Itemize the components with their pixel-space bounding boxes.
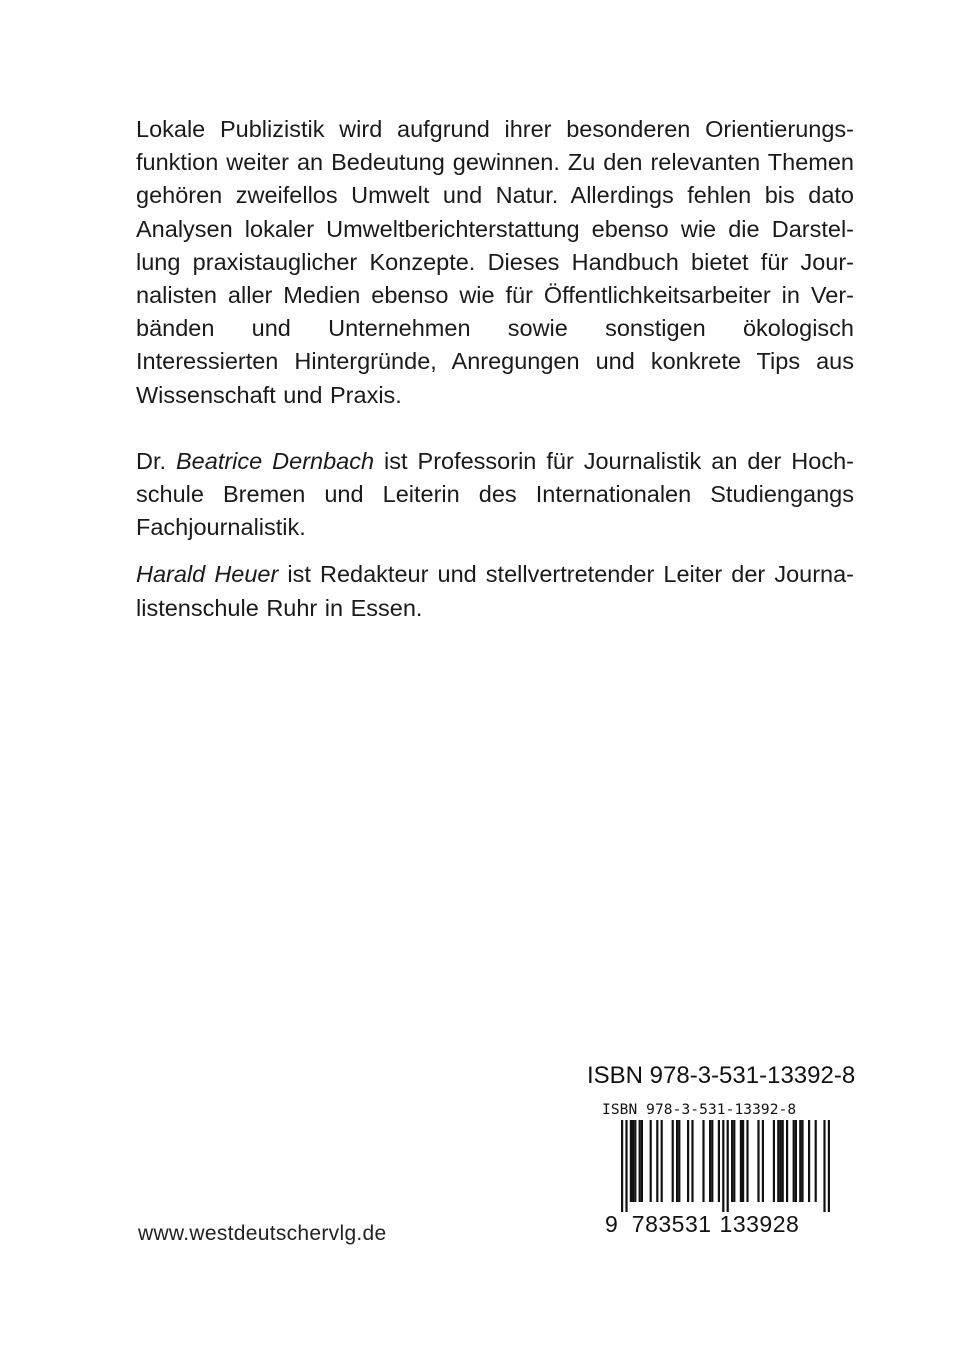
barcode-bar <box>650 1120 652 1202</box>
isbn-barcode <box>597 1102 857 1242</box>
barcode-bar <box>740 1120 742 1202</box>
barcode-bar <box>746 1120 748 1202</box>
barcode-bar <box>634 1120 636 1202</box>
barcode-right-digits: 133928 <box>719 1211 800 1237</box>
barcode-bar <box>786 1120 788 1202</box>
publisher-website: www.westdeutschervlg.de <box>138 1222 387 1245</box>
barcode-bar <box>702 1120 704 1202</box>
barcode-bar <box>641 1120 643 1202</box>
barcode-bar <box>630 1120 632 1202</box>
author-bio-dernbach <box>136 445 854 545</box>
author-bio-text: ist Redakteur und stellvertretender Leiter der Journalistenschule Ruhr in Essen. <box>136 561 854 621</box>
barcode-bars <box>597 1120 837 1220</box>
barcode-guard-bar <box>823 1120 825 1212</box>
author-name-dernbach: Beatrice Dernbach <box>176 447 375 474</box>
barcode-guard-bar <box>625 1120 627 1212</box>
barcode-guard-bar <box>621 1120 623 1212</box>
barcode-bar <box>793 1120 795 1202</box>
barcode-bar <box>678 1120 680 1202</box>
barcode-bar <box>656 1120 658 1202</box>
barcode-left-digits: 783531 <box>631 1211 712 1237</box>
barcode-lead-digit: 9 <box>605 1211 618 1237</box>
barcode-bar <box>639 1120 641 1202</box>
barcode-bar <box>672 1120 674 1202</box>
barcode-isbn-text: ISBN 978-3-531-13392-8 <box>602 1102 797 1118</box>
barcode-bar <box>676 1120 678 1202</box>
author-bio-heuer <box>136 558 854 624</box>
barcode-bar <box>757 1120 759 1202</box>
barcode-bar <box>632 1120 634 1202</box>
author-name-heuer: Harald Heuer <box>136 561 279 588</box>
barcode-bar <box>733 1120 735 1202</box>
barcode-bar <box>709 1120 711 1202</box>
barcode-bar <box>742 1120 744 1202</box>
book-description: Lokale Publizistik wird aufgrund ihrer besonderen Orientierungsfunktion weiter an Bedeutung gewinnen. Zu den relevanten Themen gehören zweifellos Umwelt und Natur. Allerdings fehlen bis dato Analysen lokaler Umweltberichterstattung ebenso wie die Darstellung praxistauglicher Konzepte. Dieses Handbuch bietet für Journalisten aller Medien ebenso wie für Öffentlichkeitsarbeiter in Verbänden und Unternehmen sowie sonstigen ökologisch Interessierten Hintergründe, Anregungen und konkrete Tips aus Wissenschaft und Praxis. <box>136 116 854 408</box>
barcode-bar <box>762 1120 764 1202</box>
barcode-bar <box>808 1120 810 1202</box>
barcode-bar <box>718 1120 720 1202</box>
barcode-bar <box>691 1120 693 1202</box>
barcode-bar <box>711 1120 713 1202</box>
barcode-bar <box>777 1120 779 1202</box>
barcode-bar <box>795 1120 797 1202</box>
barcode-bar <box>815 1120 817 1202</box>
barcode-bar <box>687 1120 689 1202</box>
barcode-guard-bar <box>722 1120 724 1212</box>
author-title: Dr. <box>136 447 176 474</box>
barcode-bar <box>801 1120 803 1202</box>
barcode-bar <box>773 1120 775 1202</box>
barcode-digits <box>605 1211 799 1238</box>
barcode-bar <box>661 1120 663 1202</box>
barcode-bar <box>799 1120 801 1202</box>
isbn-label: ISBN 978-3-531-13392-8 <box>587 1062 856 1089</box>
back-cover-blurb <box>136 113 854 625</box>
author-bio-text: ist Professorin für Journalistik an der Hochschule Bremen und Leiterin des Internationalen Studiengangs Fachjournalistik. <box>136 447 854 541</box>
barcode-guard-bar <box>828 1120 830 1212</box>
barcode-guard-bar <box>727 1120 729 1212</box>
barcode-bar <box>779 1120 781 1202</box>
barcode-bar <box>782 1120 784 1202</box>
barcode-bar <box>731 1120 733 1202</box>
